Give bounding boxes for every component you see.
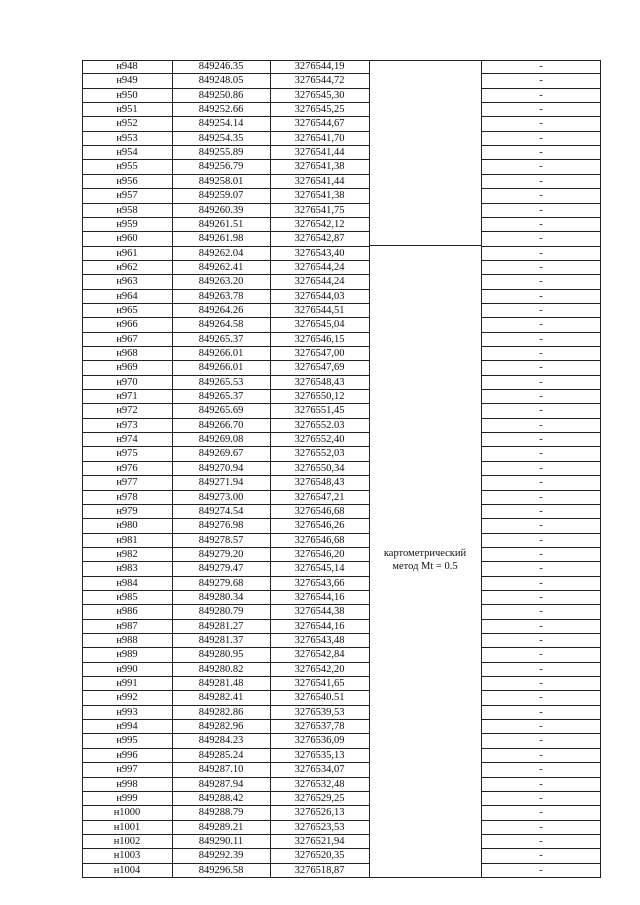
accuracy-mark-cell: - (539, 434, 543, 446)
y-coordinate-cell: 3276541,38 (294, 190, 345, 202)
accuracy-mark-cell: - (539, 161, 543, 173)
y-coordinate-cell: 3276541,75 (294, 204, 345, 216)
table-row (82, 677, 601, 691)
table-row (82, 491, 601, 505)
point-id-cell: н993 (116, 706, 138, 718)
point-id-cell: н982 (116, 548, 138, 560)
x-coordinate-cell: 849263.78 (198, 290, 244, 302)
x-coordinate-cell: 849282.96 (198, 721, 244, 733)
table-row (82, 806, 601, 820)
table-row (82, 691, 601, 705)
x-coordinate-cell: 849259.07 (198, 190, 244, 202)
point-id-cell: н983 (116, 563, 138, 575)
y-coordinate-cell: 3276545,30 (294, 89, 345, 101)
point-id-cell: н961 (116, 247, 138, 259)
x-coordinate-cell: 849261.51 (198, 218, 244, 230)
x-coordinate-cell: 849246.35 (198, 61, 244, 72)
table-row (82, 534, 601, 548)
y-coordinate-cell: 3276539,53 (294, 706, 345, 718)
table-row (82, 419, 601, 433)
y-coordinate-cell: 3276544,24 (294, 261, 345, 273)
point-id-cell: н992 (116, 692, 138, 704)
point-id-cell: н956 (116, 175, 138, 187)
y-coordinate-cell: 3276543,66 (294, 577, 345, 589)
x-coordinate-cell: 849258.01 (198, 175, 244, 187)
accuracy-mark-cell: - (539, 850, 543, 862)
accuracy-mark-cell: - (539, 348, 543, 360)
y-coordinate-cell: 3276546,26 (294, 520, 345, 532)
accuracy-mark-cell: - (539, 821, 543, 833)
accuracy-mark-cell: - (539, 548, 543, 560)
point-id-cell: н976 (116, 462, 138, 474)
y-coordinate-cell: 3276544,38 (294, 606, 345, 618)
point-id-cell: н974 (116, 434, 138, 446)
point-id-cell: н989 (116, 649, 138, 661)
y-coordinate-cell: 3276523,53 (294, 821, 345, 833)
table-row (82, 577, 601, 591)
x-coordinate-cell: 849279.20 (198, 548, 244, 560)
x-coordinate-cell: 849284.23 (198, 735, 244, 747)
point-id-cell: н991 (116, 678, 138, 690)
y-coordinate-cell: 3276552,03 (294, 448, 345, 460)
accuracy-mark-cell: - (539, 835, 543, 847)
point-id-cell: н999 (116, 792, 138, 804)
x-coordinate-cell: 849255.89 (198, 147, 244, 159)
table-row (82, 778, 601, 792)
x-coordinate-cell: 849281.48 (198, 678, 244, 690)
x-coordinate-cell: 849278.57 (198, 534, 244, 546)
point-id-cell: н973 (116, 419, 138, 431)
accuracy-mark-cell: - (539, 132, 543, 144)
point-id-cell: н960 (116, 233, 138, 245)
x-coordinate-cell: 849264.26 (198, 304, 244, 316)
table-row (82, 247, 601, 261)
x-coordinate-cell: 849265.69 (198, 405, 244, 417)
accuracy-mark-cell: - (539, 304, 543, 316)
point-id-cell: н971 (116, 391, 138, 403)
x-coordinate-cell: 849296.58 (198, 864, 244, 876)
y-coordinate-cell: 3276541,44 (294, 147, 345, 159)
accuracy-mark-cell: - (539, 706, 543, 718)
y-coordinate-cell: 3276552,40 (294, 434, 345, 446)
table-row (82, 204, 601, 218)
x-coordinate-cell: 849265.37 (198, 333, 244, 345)
x-coordinate-cell: 849279.47 (198, 563, 244, 575)
accuracy-mark-cell: - (539, 118, 543, 130)
coordinates-table (82, 60, 601, 878)
y-coordinate-cell: 3276543,40 (294, 247, 345, 259)
y-coordinate-cell: 3276548,43 (294, 376, 345, 388)
table-row (82, 89, 601, 103)
accuracy-mark-cell: - (539, 376, 543, 388)
accuracy-mark-cell: - (539, 391, 543, 403)
x-coordinate-cell: 849270.94 (198, 462, 244, 474)
point-id-cell: н967 (116, 333, 138, 345)
point-id-cell: н952 (116, 118, 138, 130)
point-id-cell: н988 (116, 635, 138, 647)
accuracy-mark-cell: - (539, 190, 543, 202)
method-cell (369, 547, 481, 573)
x-coordinate-cell: 849276.98 (198, 520, 244, 532)
point-id-cell: н965 (116, 304, 138, 316)
accuracy-mark-cell: - (539, 807, 543, 819)
x-coordinate-cell: 849287.10 (198, 764, 244, 776)
point-id-cell: н950 (116, 89, 138, 101)
accuracy-mark-cell: - (539, 721, 543, 733)
accuracy-mark-cell: - (539, 147, 543, 159)
table-row (82, 620, 601, 634)
accuracy-mark-cell: - (539, 218, 543, 230)
accuracy-mark-cell: - (539, 749, 543, 761)
point-id-cell: н998 (116, 778, 138, 790)
table-row (82, 634, 601, 648)
y-coordinate-cell: 3276551,45 (294, 405, 345, 417)
y-coordinate-cell: 3276546,15 (294, 333, 345, 345)
table-row (82, 605, 601, 619)
accuracy-mark-cell: - (539, 635, 543, 647)
table-row (82, 60, 601, 74)
table-row (82, 218, 601, 232)
table-row (82, 146, 601, 160)
accuracy-mark-cell: - (539, 419, 543, 431)
y-coordinate-cell: 3276545,04 (294, 319, 345, 331)
y-coordinate-cell: 3276545,25 (294, 104, 345, 116)
accuracy-mark-cell: - (539, 792, 543, 804)
x-coordinate-cell: 849262.04 (198, 247, 244, 259)
y-coordinate-cell: 3276534,07 (294, 764, 345, 776)
table-row (82, 304, 601, 318)
point-id-cell: н957 (116, 190, 138, 202)
table-row (82, 103, 601, 117)
y-coordinate-cell: 3276550,12 (294, 391, 345, 403)
table-row (82, 720, 601, 734)
point-id-cell: н981 (116, 534, 138, 546)
accuracy-mark-cell: - (539, 778, 543, 790)
accuracy-mark-cell: - (539, 89, 543, 101)
x-coordinate-cell: 849266.70 (198, 419, 244, 431)
method-line-2: метод Mt = 0.5 (392, 561, 458, 572)
y-coordinate-cell: 3276541,44 (294, 175, 345, 187)
table-row (82, 835, 601, 849)
x-coordinate-cell: 849288.79 (198, 807, 244, 819)
x-coordinate-cell: 849280.95 (198, 649, 244, 661)
point-id-cell: н963 (116, 276, 138, 288)
x-coordinate-cell: 849292.39 (198, 850, 244, 862)
table-row (82, 447, 601, 461)
y-coordinate-cell: 3276552.03 (294, 419, 345, 431)
x-coordinate-cell: 849265.53 (198, 376, 244, 388)
table-row (82, 749, 601, 763)
y-coordinate-cell: 3276543,48 (294, 635, 345, 647)
table-row (82, 404, 601, 418)
x-coordinate-cell: 849280.79 (198, 606, 244, 618)
table-row (82, 275, 601, 289)
accuracy-mark-cell: - (539, 620, 543, 632)
point-id-cell: н975 (116, 448, 138, 460)
point-id-cell: н978 (116, 491, 138, 503)
accuracy-mark-cell: - (539, 276, 543, 288)
accuracy-mark-cell: - (539, 448, 543, 460)
point-id-cell: н986 (116, 606, 138, 618)
accuracy-mark-cell: - (539, 333, 543, 345)
x-coordinate-cell: 849250.86 (198, 89, 244, 101)
table-row (82, 290, 601, 304)
table-row (82, 505, 601, 519)
y-coordinate-cell: 3276540.51 (294, 692, 345, 704)
table-row (82, 390, 601, 404)
y-coordinate-cell: 3276544,03 (294, 290, 345, 302)
table-row (82, 548, 601, 562)
point-id-cell: н1004 (113, 864, 141, 876)
x-coordinate-cell: 849264.58 (198, 319, 244, 331)
accuracy-mark-cell: - (539, 233, 543, 245)
y-coordinate-cell: 3276546,68 (294, 534, 345, 546)
table-row (82, 232, 601, 246)
accuracy-mark-cell: - (539, 577, 543, 589)
accuracy-mark-cell: - (539, 319, 543, 331)
point-id-cell: н954 (116, 147, 138, 159)
table-row (82, 519, 601, 533)
y-coordinate-cell: 3276550,34 (294, 462, 345, 474)
y-coordinate-cell: 3276521,94 (294, 835, 345, 847)
table-bottom-border (82, 877, 601, 878)
x-coordinate-cell: 849261.98 (198, 233, 244, 245)
point-id-cell: н995 (116, 735, 138, 747)
accuracy-mark-cell: - (539, 764, 543, 776)
accuracy-mark-cell: - (539, 534, 543, 546)
accuracy-mark-cell: - (539, 692, 543, 704)
table-row (82, 189, 601, 203)
y-coordinate-cell: 3276544,51 (294, 304, 345, 316)
table-row (82, 462, 601, 476)
accuracy-mark-cell: - (539, 491, 543, 503)
x-coordinate-cell: 849282.86 (198, 706, 244, 718)
accuracy-mark-cell: - (539, 606, 543, 618)
point-id-cell: н984 (116, 577, 138, 589)
y-coordinate-cell: 3276544,72 (294, 75, 345, 87)
point-id-cell: н970 (116, 376, 138, 388)
accuracy-mark-cell: - (539, 204, 543, 216)
accuracy-mark-cell: - (539, 104, 543, 116)
accuracy-mark-cell: - (539, 405, 543, 417)
y-coordinate-cell: 3276547,21 (294, 491, 345, 503)
x-coordinate-cell: 849279.68 (198, 577, 244, 589)
accuracy-mark-cell: - (539, 362, 543, 374)
accuracy-mark-cell: - (539, 261, 543, 273)
table-row (82, 74, 601, 88)
table-row (82, 376, 601, 390)
accuracy-mark-cell: - (539, 864, 543, 876)
y-coordinate-cell: 3276541,38 (294, 161, 345, 173)
point-id-cell: н979 (116, 505, 138, 517)
x-coordinate-cell: 849290.11 (198, 835, 244, 847)
accuracy-mark-cell: - (539, 290, 543, 302)
table-row (82, 648, 601, 662)
accuracy-mark-cell: - (539, 520, 543, 532)
x-coordinate-cell: 849280.34 (198, 591, 244, 603)
table-row (82, 864, 601, 878)
accuracy-mark-cell: - (539, 649, 543, 661)
point-id-cell: н966 (116, 319, 138, 331)
accuracy-mark-cell: - (539, 75, 543, 87)
y-coordinate-cell: 3276547,69 (294, 362, 345, 374)
x-coordinate-cell: 849288.42 (198, 792, 244, 804)
y-coordinate-cell: 3276532,48 (294, 778, 345, 790)
y-coordinate-cell: 3276520,35 (294, 850, 345, 862)
y-coordinate-cell: 3276535,13 (294, 749, 345, 761)
x-coordinate-cell: 849260.39 (198, 204, 244, 216)
point-id-cell: н1001 (113, 821, 141, 833)
x-coordinate-cell: 849254.14 (198, 118, 244, 130)
x-coordinate-cell: 849287.94 (198, 778, 244, 790)
y-coordinate-cell: 3276544,16 (294, 591, 345, 603)
table-row (82, 175, 601, 189)
point-id-cell: н969 (116, 362, 138, 374)
table-row (82, 333, 601, 347)
y-coordinate-cell: 3276547,00 (294, 348, 345, 360)
accuracy-mark-cell: - (539, 175, 543, 187)
point-id-cell: н996 (116, 749, 138, 761)
y-coordinate-cell: 3276544,67 (294, 118, 345, 130)
point-id-cell: н1003 (113, 850, 141, 862)
y-coordinate-cell: 3276546,68 (294, 505, 345, 517)
table-row (82, 734, 601, 748)
y-coordinate-cell: 3276545,14 (294, 563, 345, 575)
table-row (82, 433, 601, 447)
method-line-1: картометрический (383, 548, 467, 559)
table-row (82, 132, 601, 146)
point-id-cell: н980 (116, 520, 138, 532)
table-row (82, 821, 601, 835)
x-coordinate-cell: 849262.41 (198, 261, 244, 273)
x-coordinate-cell: 849273.00 (198, 491, 244, 503)
x-coordinate-cell: 849252.66 (198, 104, 244, 116)
x-coordinate-cell: 849281.27 (198, 620, 244, 632)
point-id-cell: н951 (116, 104, 138, 116)
y-coordinate-cell: 3276537,78 (294, 721, 345, 733)
y-coordinate-cell: 3276548,43 (294, 477, 345, 489)
point-id-cell: н985 (116, 591, 138, 603)
accuracy-mark-cell: - (539, 663, 543, 675)
y-coordinate-cell: 3276546,20 (294, 548, 345, 560)
point-id-cell: н977 (116, 477, 138, 489)
x-coordinate-cell: 849271.94 (198, 477, 244, 489)
table-row (82, 706, 601, 720)
point-id-cell: н1000 (113, 807, 141, 819)
table-row (82, 591, 601, 605)
x-coordinate-cell: 849269.08 (198, 434, 244, 446)
point-id-cell: н953 (116, 132, 138, 144)
x-coordinate-cell: 849265.37 (198, 391, 244, 403)
point-id-cell: н959 (116, 218, 138, 230)
accuracy-mark-cell: - (539, 591, 543, 603)
point-id-cell: н968 (116, 348, 138, 360)
x-coordinate-cell: 849282.41 (198, 692, 244, 704)
table-row (82, 160, 601, 174)
accuracy-mark-cell: - (539, 477, 543, 489)
point-id-cell: н962 (116, 261, 138, 273)
table-row (82, 792, 601, 806)
table-row (82, 763, 601, 777)
accuracy-mark-cell: - (539, 678, 543, 690)
table-row (82, 663, 601, 677)
y-coordinate-cell: 3276544,19 (294, 61, 345, 72)
y-coordinate-cell: 3276536,09 (294, 735, 345, 747)
point-id-cell: н958 (116, 204, 138, 216)
point-id-cell: н972 (116, 405, 138, 417)
y-coordinate-cell: 3276542,87 (294, 233, 345, 245)
point-id-cell: н948 (116, 61, 138, 72)
x-coordinate-cell: 849266.01 (198, 348, 244, 360)
point-id-cell: н997 (116, 764, 138, 776)
y-coordinate-cell: 3276526,13 (294, 807, 345, 819)
table-row (82, 361, 601, 375)
point-id-cell: н990 (116, 663, 138, 675)
accuracy-mark-cell: - (539, 462, 543, 474)
accuracy-mark-cell: - (539, 735, 543, 747)
x-coordinate-cell: 849256.79 (198, 161, 244, 173)
accuracy-mark-cell: - (539, 563, 543, 575)
table-row (82, 562, 601, 576)
y-coordinate-cell: 3276518,87 (294, 864, 345, 876)
y-coordinate-cell: 3276541,70 (294, 132, 345, 144)
x-coordinate-cell: 849263.20 (198, 276, 244, 288)
table-row (82, 347, 601, 361)
accuracy-mark-cell: - (539, 505, 543, 517)
point-id-cell: н1002 (113, 835, 141, 847)
y-coordinate-cell: 3276542,84 (294, 649, 345, 661)
y-coordinate-cell: 3276541,65 (294, 678, 345, 690)
x-coordinate-cell: 849266.01 (198, 362, 244, 374)
table-row (82, 261, 601, 275)
table-row (82, 849, 601, 863)
y-coordinate-cell: 3276544,16 (294, 620, 345, 632)
table-row (82, 476, 601, 490)
table-row (82, 318, 601, 332)
table-row (82, 117, 601, 131)
x-coordinate-cell: 849274.54 (198, 505, 244, 517)
y-coordinate-cell: 3276529,25 (294, 792, 345, 804)
accuracy-mark-cell: - (539, 61, 543, 72)
y-coordinate-cell: 3276542,12 (294, 218, 345, 230)
x-coordinate-cell: 849285.24 (198, 749, 244, 761)
x-coordinate-cell: 849289.21 (198, 821, 244, 833)
x-coordinate-cell: 849248.05 (198, 75, 244, 87)
y-coordinate-cell: 3276542,20 (294, 663, 345, 675)
point-id-cell: н955 (116, 161, 138, 173)
y-coordinate-cell: 3276544,24 (294, 276, 345, 288)
point-id-cell: н987 (116, 620, 138, 632)
point-id-cell: н949 (116, 75, 138, 87)
x-coordinate-cell: 849281.37 (198, 635, 244, 647)
accuracy-mark-cell: - (539, 247, 543, 259)
x-coordinate-cell: 849280.82 (198, 663, 244, 675)
x-coordinate-cell: 849269.67 (198, 448, 244, 460)
x-coordinate-cell: 849254.35 (198, 132, 244, 144)
point-id-cell: н964 (116, 290, 138, 302)
point-id-cell: н994 (116, 721, 138, 733)
